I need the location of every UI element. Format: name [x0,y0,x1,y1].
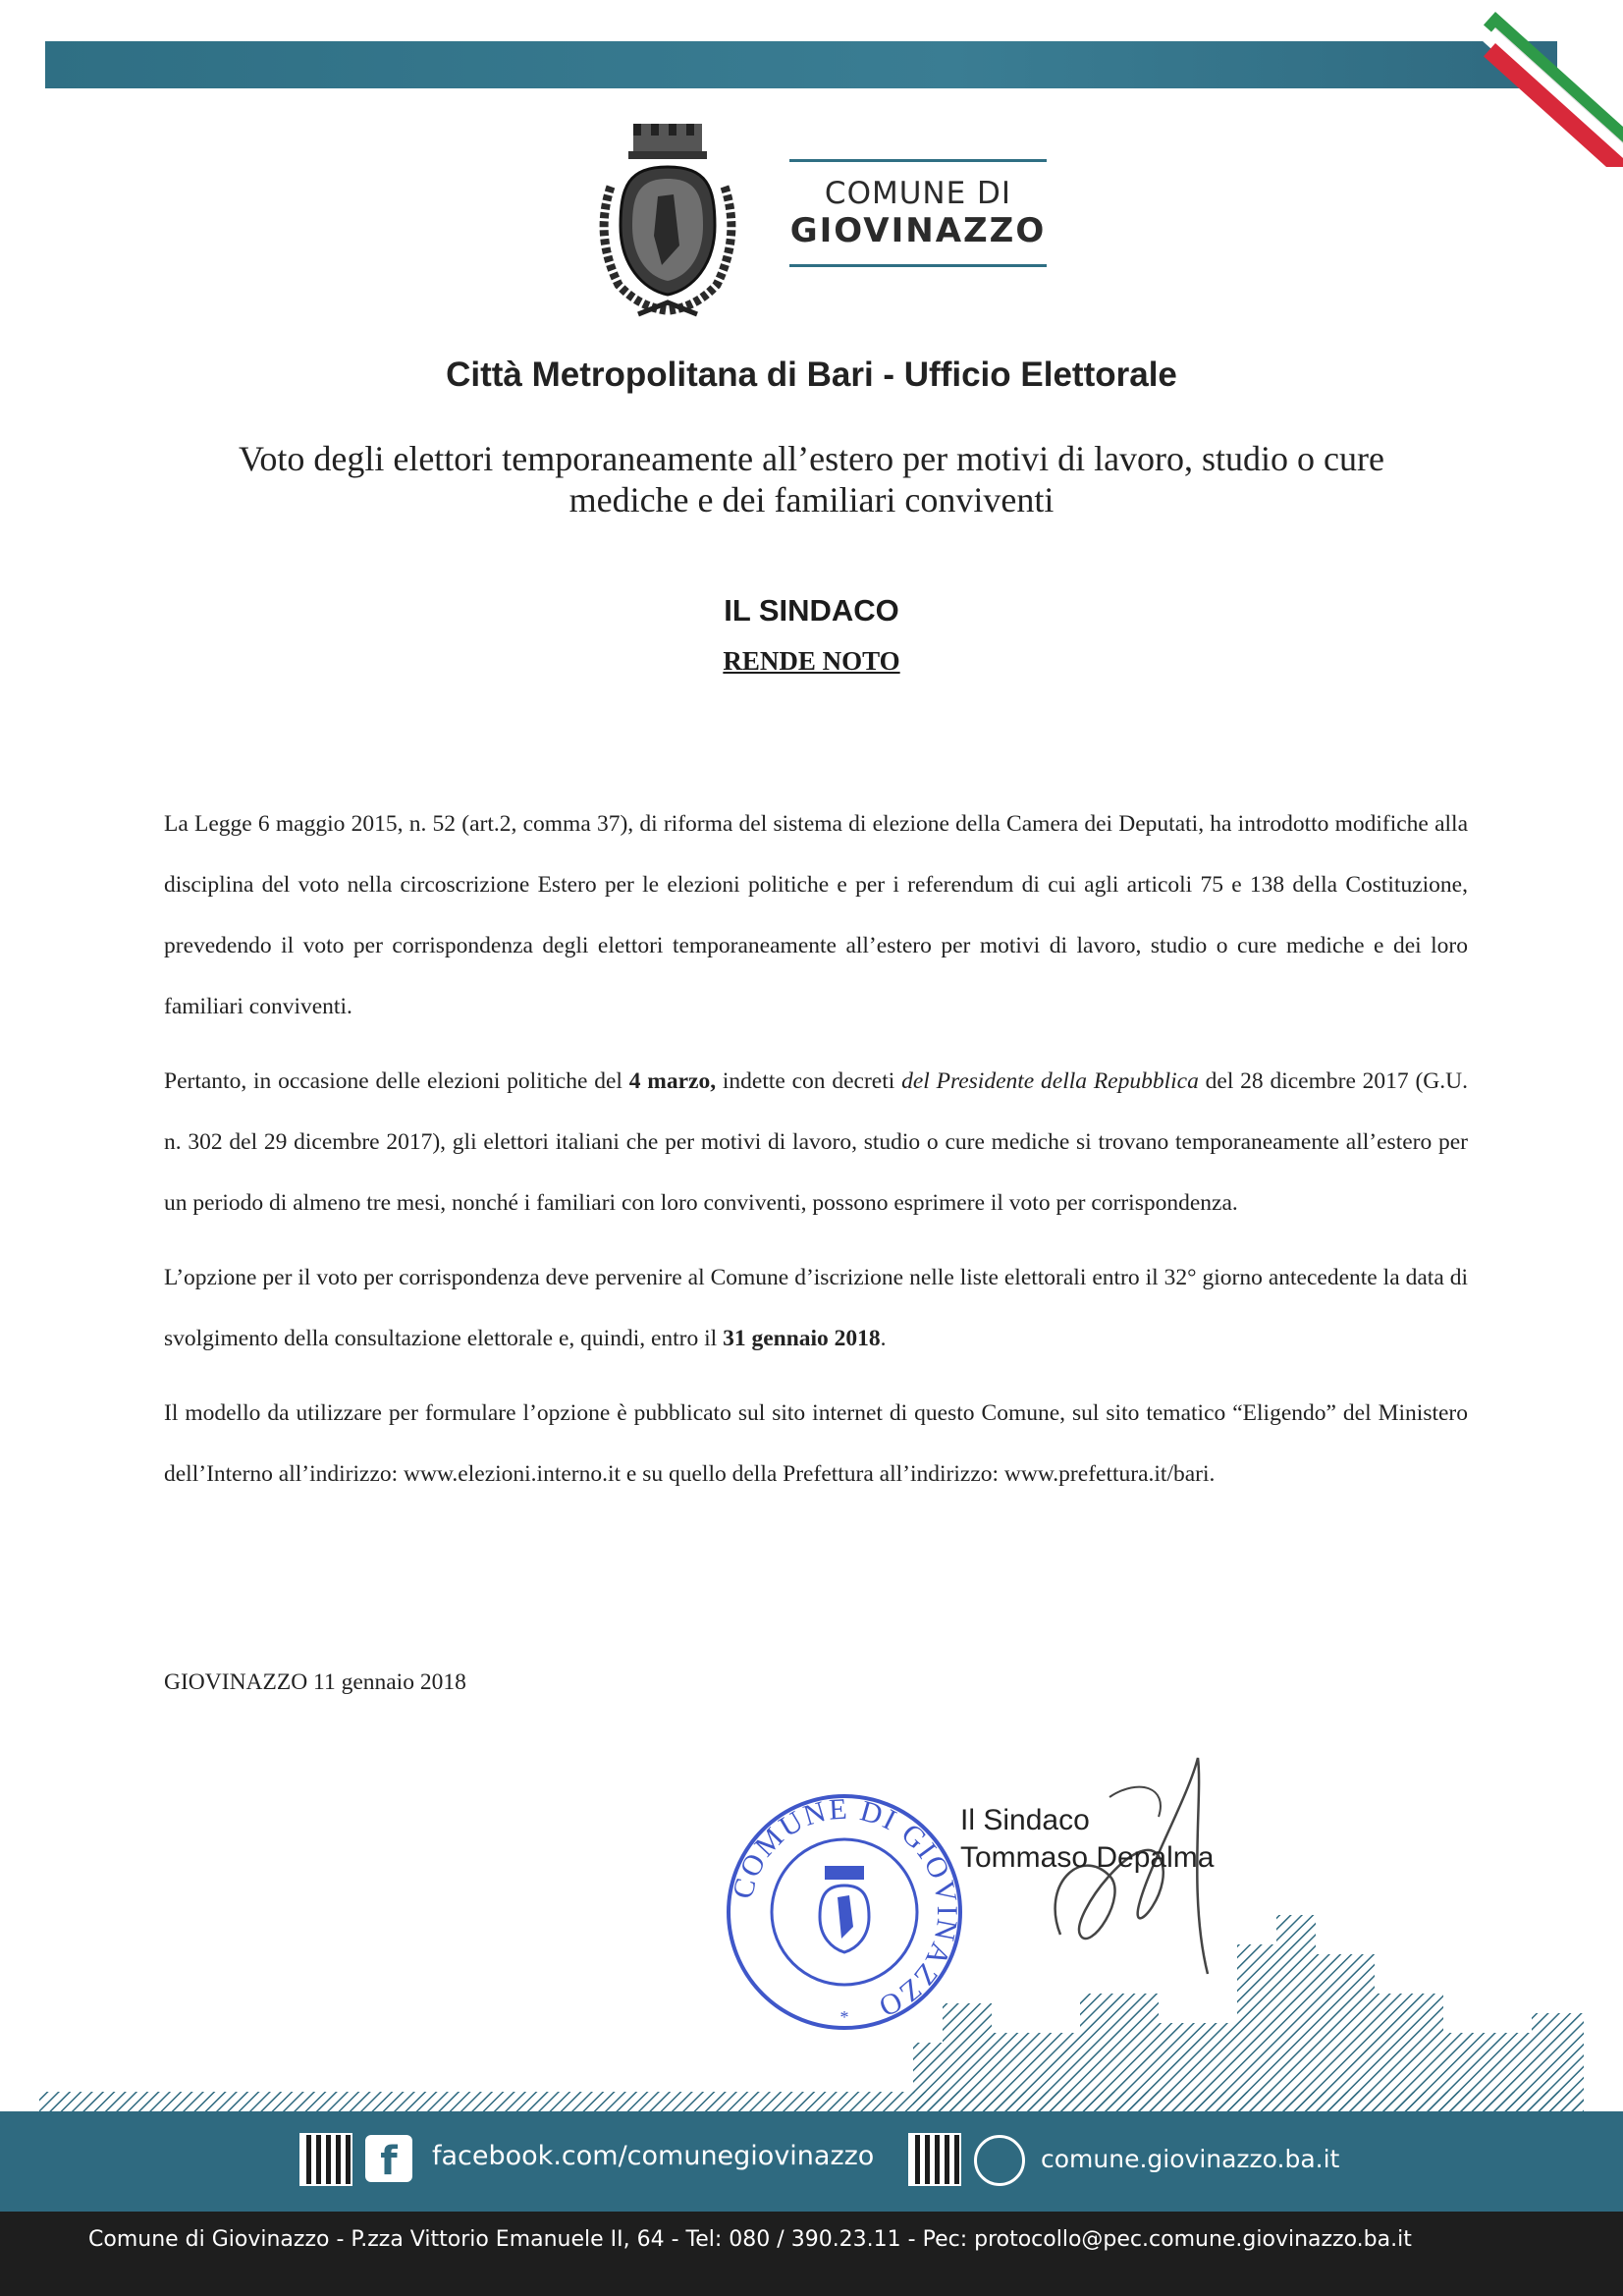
paragraph-2 [164,1051,1468,1233]
subject-title [0,438,1623,520]
logo-line-2: GIOVINAZZO [789,211,1047,250]
svg-text:*: * [839,2007,849,2027]
signatory-block [960,1802,1214,1877]
deadline-date: 31 gennaio 2018 [723,1326,881,1351]
paragraph-4: Il modello da utilizzare per formulare l’opzione è pubblicato sul sito internet di questo Comune, sul sito tematico “Eligendo” del Ministero dell’Interno all’indirizzo: www.elezioni.interno.it e su quello della Prefettura all’indirizzo: www.prefettura.it/bari. [164,1400,1468,1487]
notice-body [164,793,1468,1518]
qr-code-icon [908,2133,961,2186]
p3-text-a: L’opzione per il voto per corrispondenza deve pervenire al Comune d’iscrizione nelle liste elettorali entro il 32° giorno antecedente la data di svolgimento della consultazione elettorale e, quindi, entro il [164,1265,1468,1351]
italian-flag-ribbon [1456,0,1623,167]
date-place: GIOVINAZZO 11 gennaio 2018 [164,1669,466,1695]
p2-text-c: indette con decreti [716,1068,902,1094]
paragraph-1: La Legge 6 maggio 2015, n. 52 (art.2, comma 37), di riforma del sistema di elezione della Camera dei Deputati, ha introdotto modifiche alla disciplina del voto nella circoscrizione Estero per le elezioni politiche e per i referendum di cui agli articoli 75 e 138 della Costituzione, prevedendo il voto per corrispondenza degli elettori temporaneamente all’estero per motivi di lavoro, studio o cure mediche e dei loro familiari conviventi. [164,811,1468,1019]
facebook-link[interactable]: facebook.com/comunegiovinazzo [432,2141,875,2171]
footer-address-bar [0,2212,1623,2296]
stamp-text: COMUNE DI GIOVINAZZO [726,1792,964,2024]
globe-icon [974,2135,1025,2186]
qr-code-icon [299,2133,352,2186]
logo-line-1: COMUNE DI [824,176,1012,211]
facebook-icon: f [365,2135,412,2182]
issuer-heading: IL SINDACO [724,593,899,628]
signatory-name: Tommaso Depalma [960,1841,1215,1874]
office-title: Città Metropolitana di Bari - Ufficio Elettorale [446,355,1177,394]
city-skyline-graphic [0,1905,1623,2117]
website-link[interactable]: comune.giovinazzo.ba.it [1041,2145,1340,2173]
footer-contacts [0,2129,1623,2188]
p2-text-italic: del Presidente della Repubblica [901,1068,1199,1094]
subject-line-2: mediche e dei familiari conviventi [568,480,1055,519]
header-band [45,41,1557,88]
coat-of-arms-icon [589,118,746,324]
election-date: 4 marzo, [628,1068,717,1094]
p2-text-a: Pertanto, in occasione delle elezioni politiche del [164,1068,629,1094]
subject-line-1: Voto degli elettori temporaneamente all’estero per motivi di lavoro, studio o cure [239,439,1384,478]
footer [0,2111,1623,2296]
footer-address: Comune di Giovinazzo - P.zza Vittorio Emanuele II, 64 - Tel: 080 / 390.23.11 - Pec: protocollo@pec.comune.giovinazzo.ba.it [88,2227,1412,2252]
announcement-heading: RENDE NOTO [723,646,900,676]
paragraph-3 [164,1247,1468,1369]
p3-text-c: . [880,1326,887,1351]
signatory-role: Il Sindaco [960,1804,1090,1836]
municipality-logo [785,159,1051,287]
p2-text-e: del 28 dicembre 2017 (G.U. n. 302 del 29 dicembre 2017), gli elettori italiani che per motivi di lavoro, studio o cure mediche si trovano temporaneamente all’estero per un periodo di almeno tre mesi, nonché i familiari con loro conviventi, possono esprimere il voto per corrispondenza. [164,1068,1468,1216]
